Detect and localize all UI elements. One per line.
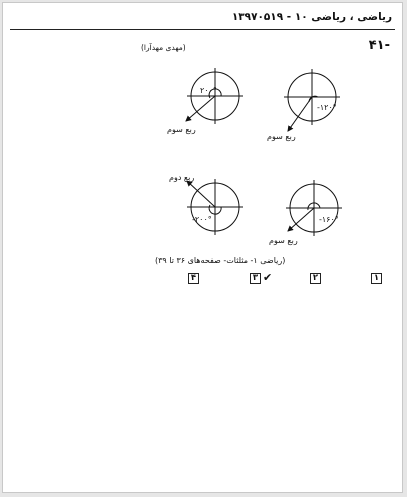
angle-label-bottom-right: -۱۶۰° (319, 215, 339, 224)
terminal-arrow (288, 208, 314, 231)
quadrant-label-bottom-left: ربع دوم (169, 173, 195, 182)
circle-diagram-top-left (186, 68, 243, 124)
terminal-arrow (186, 96, 215, 121)
angle-label-bottom-left: -۲۰۰° (192, 215, 212, 224)
question-author: (مهدی مهدآرا) (141, 43, 186, 52)
circle-diagram-bottom-right (286, 180, 342, 236)
angle-label-top-right: -۱۲۰° (317, 103, 337, 112)
circle-diagram-top-right (284, 69, 340, 131)
checkmark-icon: ✔ (263, 271, 273, 284)
header-title: ریاضی ، ریاضی ۱۰ - ۱۳۹۷۰۵۱۹ (231, 11, 392, 23)
circle-diagram-bottom-left (187, 179, 243, 235)
option-number: ۳ (250, 273, 261, 284)
exam-page (2, 2, 403, 493)
quadrant-label-top-right: ربع سوم (267, 132, 296, 141)
option-number: ۲ (310, 273, 321, 284)
textbook-reference: (ریاضی ۱- مثلثات- صفحه‌های ۳۶ تا ۳۹) (155, 256, 286, 265)
option-number: ۱ (371, 273, 382, 284)
quadrant-label-bottom-right: ربع سوم (269, 236, 298, 245)
option-number: ۴ (188, 273, 199, 284)
question-number: -۴۱ (368, 38, 390, 53)
angle-label-top-left: ۲۰۰° (200, 86, 217, 95)
quadrant-label-top-left: ربع سوم (167, 125, 196, 134)
terminal-arrow (288, 97, 312, 131)
